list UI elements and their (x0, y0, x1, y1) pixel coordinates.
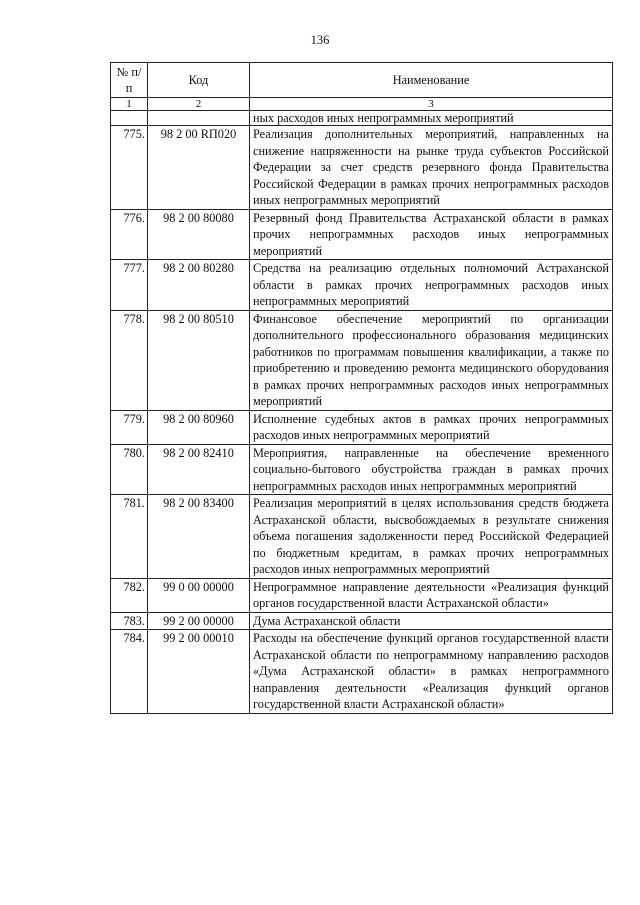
row-code: 98 2 00 80960 (148, 410, 250, 444)
column-index-row (111, 98, 613, 111)
row-number: 781. (111, 495, 148, 579)
row-number: 784. (111, 630, 148, 714)
row-code: 98 2 00 80510 (148, 310, 250, 410)
table-row (111, 310, 613, 410)
row-code: 99 0 00 00000 (148, 578, 250, 612)
continuation-code-cell (148, 111, 250, 126)
row-code: 98 2 00 80280 (148, 260, 250, 311)
header-name: Наименование (250, 63, 613, 98)
header-code: Код (148, 63, 250, 98)
row-name: Непрограммное направление деятельности «Реализация функций органов государственной власти Астраханской области» (250, 578, 613, 612)
row-number: 775. (111, 126, 148, 210)
table-row (111, 612, 613, 630)
table-row (111, 578, 613, 612)
row-name: Реализация дополнительных мероприятий, направленных на снижение напряженности на рынке труда субъектов Российской Федерации за счет средств резервного фонда Правительства Российской Федерации в рамках прочих непрограммных расходов иных непрограммных мероприятий (250, 126, 613, 210)
header-number: № п/п (111, 63, 148, 98)
table-row (111, 260, 613, 311)
row-code: 99 2 00 00000 (148, 612, 250, 630)
row-name: Реализация мероприятий в целях использования средств бюджета Астраханской области, высвобождаемых в результате снижения объема погашения задолженности перед Российской Федерацией по бюджетным кредитам, в рамках прочих непрограммных расходов иных непрограммных мероприятий (250, 495, 613, 579)
table-row (111, 444, 613, 495)
row-number: 777. (111, 260, 148, 311)
row-number: 783. (111, 612, 148, 630)
table-row (111, 495, 613, 579)
row-code: 98 2 00 82410 (148, 444, 250, 495)
table-header-row (111, 63, 613, 98)
column-index-1: 1 (111, 98, 148, 111)
row-code: 99 2 00 00010 (148, 630, 250, 714)
column-index-3: 3 (250, 98, 613, 111)
continuation-row (111, 111, 613, 126)
row-number: 776. (111, 209, 148, 260)
table-row (111, 126, 613, 210)
row-number: 778. (111, 310, 148, 410)
row-name: Мероприятия, направленные на обеспечение временного социально-бытового обустройства граждан в рамках прочих непрограммных расходов иных непрограммных мероприятий (250, 444, 613, 495)
row-name: Резервный фонд Правительства Астраханской области в рамках прочих непрограммных расходов иных непрограммных мероприятий (250, 209, 613, 260)
continuation-number-cell (111, 111, 148, 126)
table-row (111, 630, 613, 714)
row-name: Средства на реализацию отдельных полномочий Астраханской области в рамках прочих непрограммных расходов иных непрограммных мероприятий (250, 260, 613, 311)
row-name: Расходы на обеспечение функций органов государственной власти Астраханской области по непрограммному направлению расходов «Дума Астраханской области» в рамках непрограммного направления деятельности «Реализация функций органов государственной власти Астраханской области» (250, 630, 613, 714)
table-row (111, 410, 613, 444)
row-number: 782. (111, 578, 148, 612)
page-number: 136 (310, 33, 330, 47)
table-row (111, 209, 613, 260)
row-code: 98 2 00 RП020 (148, 126, 250, 210)
row-number: 779. (111, 410, 148, 444)
row-name: Финансовое обеспечение мероприятий по организации дополнительного профессионального образования медицинских работников по программам повышения квалификации, а также по приобретению и проведению ремонта медицинского оборудования в рамках прочих непрограммных расходов иных непрограммных мероприятий (250, 310, 613, 410)
row-code: 98 2 00 83400 (148, 495, 250, 579)
row-name: Исполнение судебных актов в рамках прочих непрограммных расходов иных непрограммных мероприятий (250, 410, 613, 444)
row-name: Дума Астраханской области (250, 612, 613, 630)
column-index-2: 2 (148, 98, 250, 111)
row-number: 780. (111, 444, 148, 495)
budget-classification-table (110, 62, 613, 714)
continuation-text: ных расходов иных непрограммных мероприятий (250, 111, 613, 126)
row-code: 98 2 00 80080 (148, 209, 250, 260)
